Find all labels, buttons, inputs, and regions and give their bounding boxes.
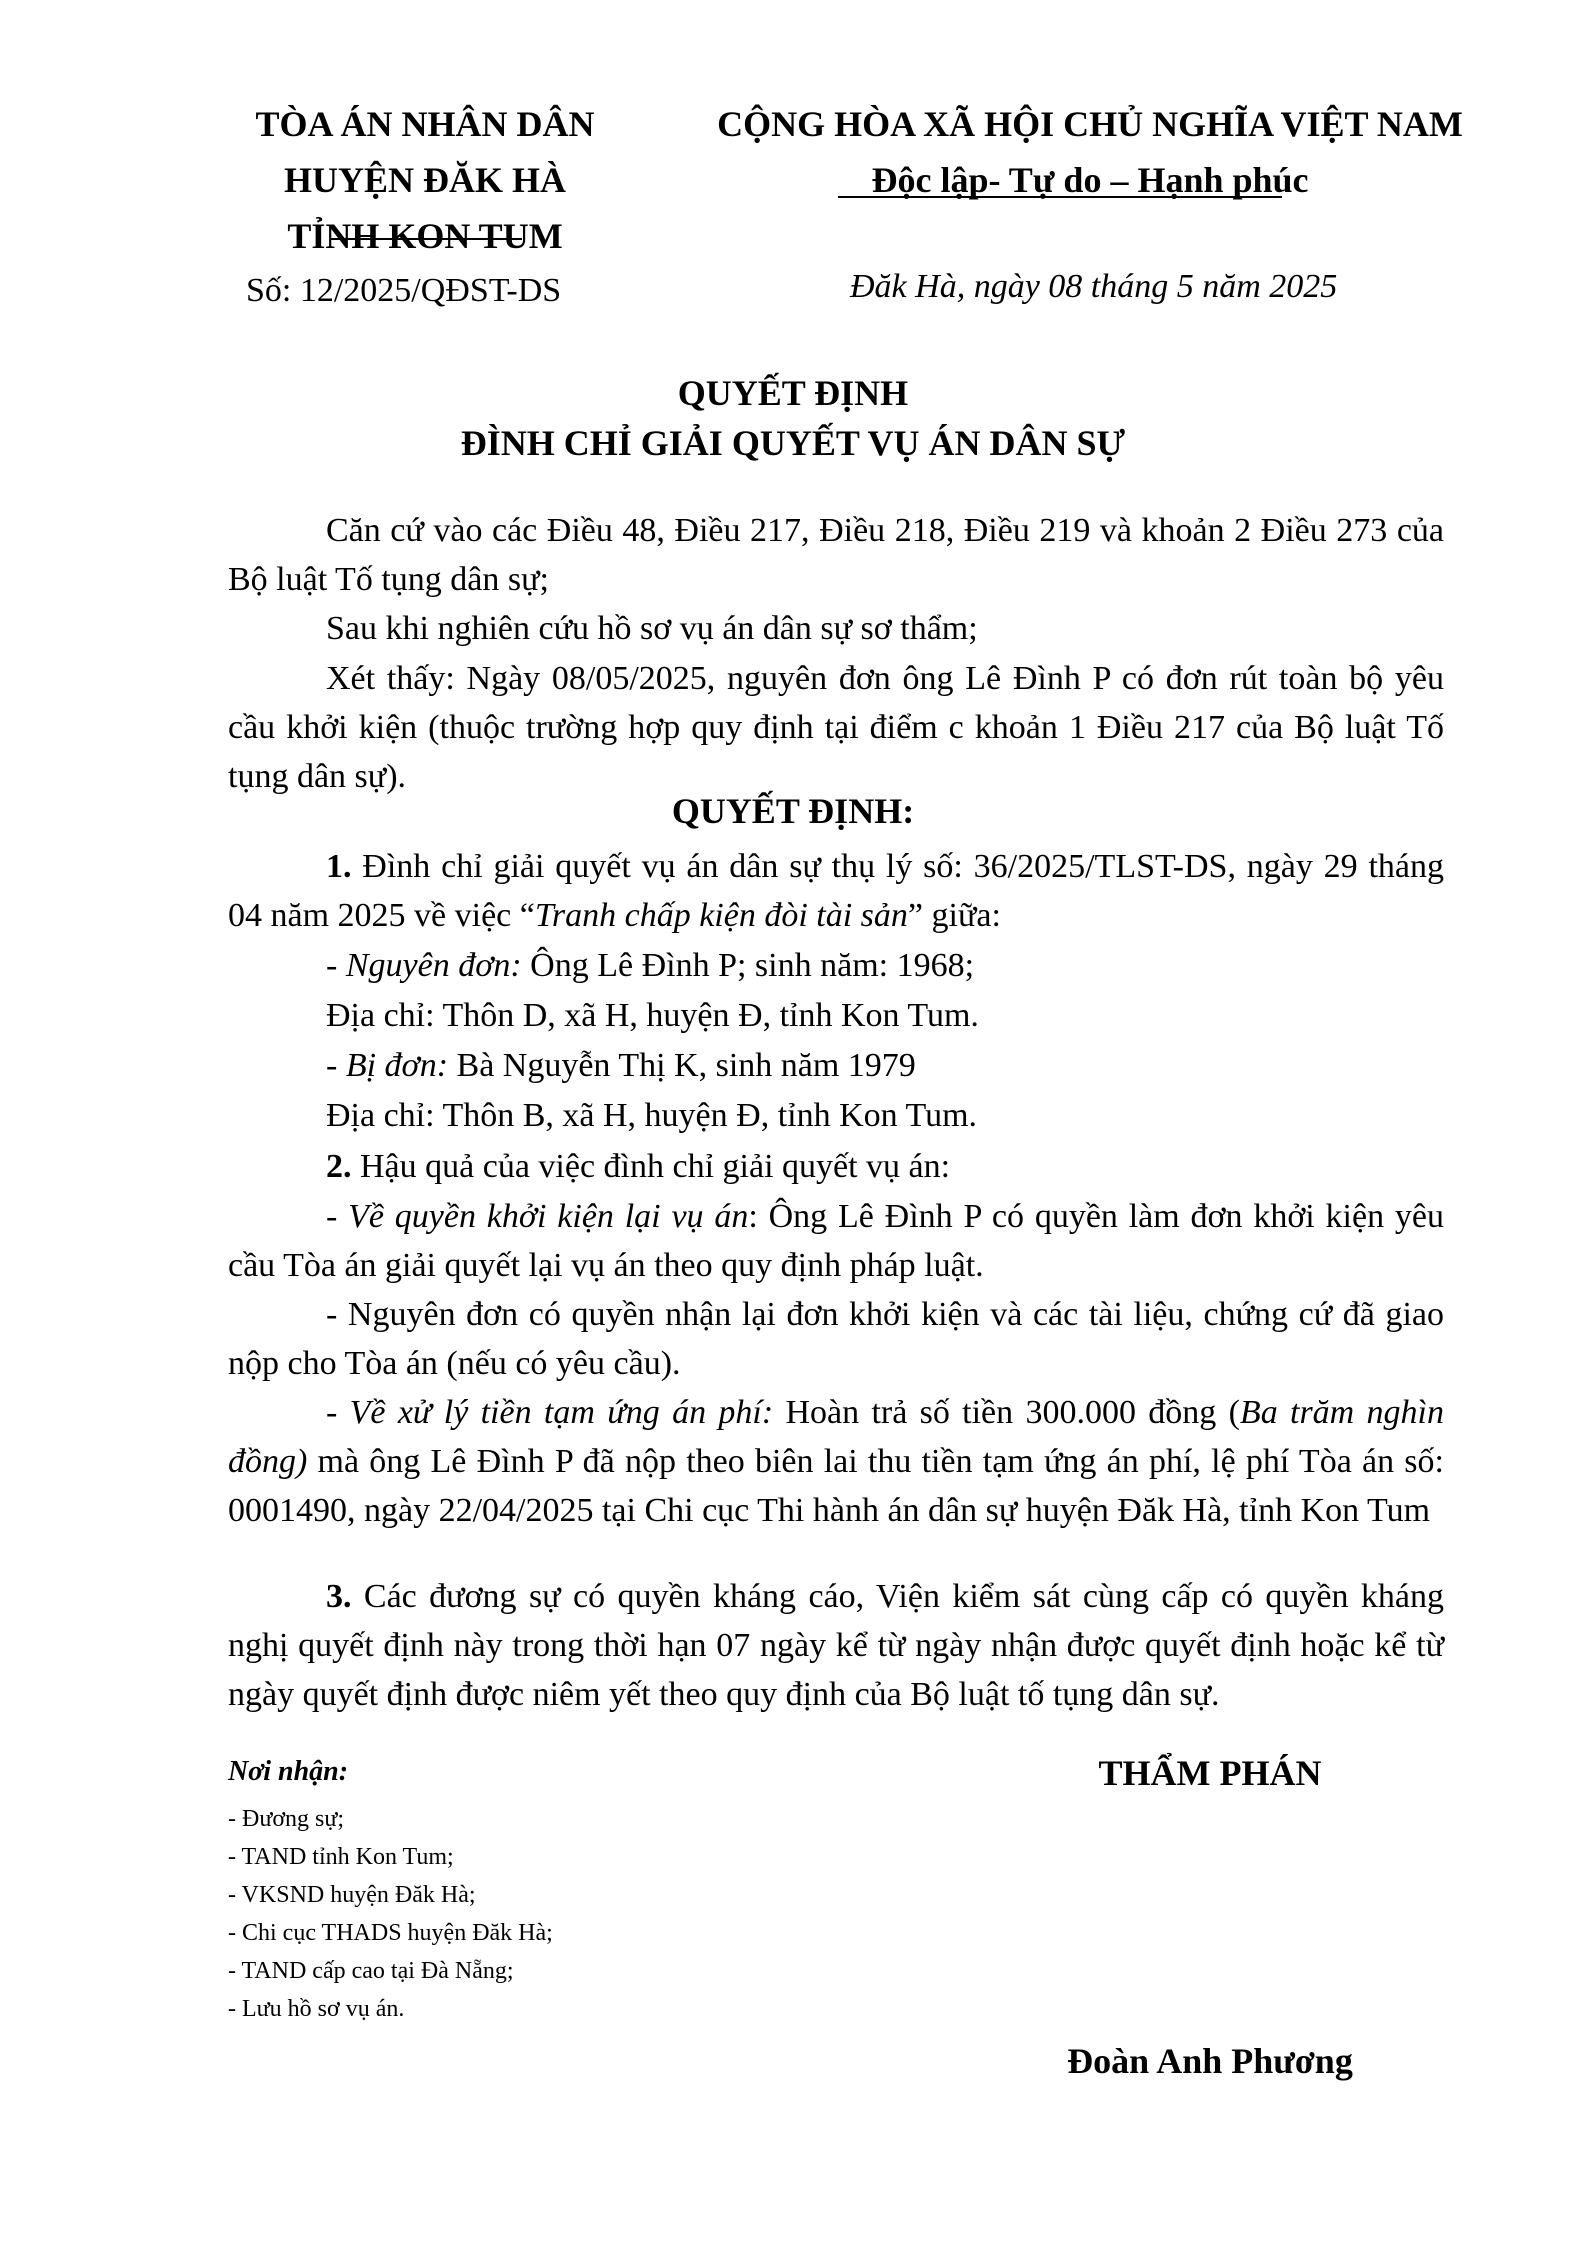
defendant-label: Bị đơn: [345, 1047, 449, 1084]
plaintiff-address: Địa chỉ: Thôn D, xã H, huyện Đ, tỉnh Kon Tum. [326, 997, 979, 1034]
nation-motto: Độc lập- Tự do – Hạnh phúc [871, 160, 1309, 200]
recipient-item: - TAND cấp cao tại Đà Nẵng; [228, 1958, 514, 1984]
item-2-number: 2. [326, 1148, 352, 1185]
preamble-review: Sau khi nghiên cứu hồ sơ vụ án dân sự sơ thẩm; [326, 610, 978, 647]
item-2-text: Hậu quả của việc đình chỉ giải quyết vụ án: [351, 1148, 951, 1185]
court-line-1: TÒA ÁN NHÂN DÂN [255, 104, 595, 144]
recipient-item: - Lưu hồ sơ vụ án. [228, 1996, 405, 2022]
decision-heading: QUYẾT ĐỊNH: [671, 791, 915, 831]
plaintiff-value: Ông Lê Đình P; sinh năm: 1968; [521, 947, 975, 984]
signer-name: Đoàn Anh Phương [1067, 2041, 1353, 2081]
nation-title: CỘNG HÒA XÃ HỘI CHỦ NGHĨA VIỆT NAM [717, 104, 1463, 144]
court-line-2: HUYỆN ĐĂK HÀ [283, 160, 566, 200]
refile-right-paragraph: - Về quyền khởi kiện lại vụ án: Ông Lê Đình P có quyền làm đơn khởi kiện yêu cầu Tòa án giải quyết lại vụ án theo quy định pháp luật. [228, 1198, 1444, 1284]
item-3-number: 3. [326, 1578, 352, 1615]
recipients-list [228, 1800, 553, 2028]
item-1-paragraph [228, 842, 1444, 940]
recipient-item: - Chi cục THADS huyện Đăk Hà; [228, 1920, 553, 1946]
signer-role: THẨM PHÁN [1098, 1753, 1322, 1793]
defendant-address: Địa chỉ: Thôn B, xã H, huyện Đ, tỉnh Kon Tum. [326, 1097, 978, 1134]
title-line-1: QUYẾT ĐỊNH [677, 373, 909, 413]
refile-right-text: : Ông Lê Đình P có quyền làm đơn khởi kiện yêu cầu Tòa án giải quyết lại vụ án theo quy định pháp luật. [228, 1198, 1444, 1284]
title-line-2: ĐÌNH CHỈ GIẢI QUYẾT VỤ ÁN DÂN SỰ [460, 423, 1126, 463]
item-1-text-a: Đình chỉ giải quyết vụ án dân sự thụ lý số: 36/2025/TLST-DS, ngày 29 tháng 04 năm 2025 về việc “ [228, 848, 1444, 934]
fee-label: Về xử lý tiền tạm ứng án phí: [349, 1394, 774, 1431]
recipient-item: - TAND tỉnh Kon Tum; [228, 1844, 454, 1870]
defendant-value: Bà Nguyễn Thị K, sinh năm 1979 [448, 1047, 916, 1084]
document-date: Đăk Hà, ngày 08 tháng 5 năm 2025 [850, 268, 1338, 305]
plaintiff-line: - Nguyên đơn: Ông Lê Đình P; sinh năm: 1968; [326, 947, 975, 984]
case-name: Tranh chấp kiện đòi tài sản [534, 897, 908, 934]
document-title [0, 368, 1586, 468]
item-2-paragraph [228, 1142, 1444, 1191]
fee-paragraph: - Về xử lý tiền tạm ứng án phí: Hoàn trả số tiền 300.000 đồng (Ba trăm nghìn đồng) mà ông Lê Đình P đã nộp theo biên lai thu tiền tạm ứng án phí, lệ phí Tòa án số: 0001490, ngày 22/04/2025 tại Chi cục Thi hành án dân sự huyện Đăk Hà, tỉnh Kon Tum [228, 1394, 1444, 1529]
item-1-text-b: ” giữa: [907, 897, 1001, 934]
documents-paragraph: - Nguyên đơn có quyền nhận lại đơn khởi kiện và các tài liệu, chứng cứ đã giao nộp cho Tòa án (nếu có yêu cầu). [228, 1296, 1444, 1382]
refile-right-label: Về quyền khởi kiện lại vụ án [348, 1198, 749, 1235]
court-line-3: TỈNH KON TUM [287, 216, 563, 256]
recipient-item: - Đương sự; [228, 1806, 345, 1832]
document-number: Số: 12/2025/QĐST-DS [246, 272, 562, 309]
preamble-legal-basis: Căn cứ vào các Điều 48, Điều 217, Điều 218, Điều 219 và khoản 2 Điều 273 của Bộ luật Tố tụng dân sự; [228, 512, 1444, 598]
recipients-title: Nơi nhận: [228, 1756, 349, 1787]
nation-block [640, 96, 1540, 208]
fee-text-b: mà ông Lê Đình P đã nộp theo biên lai thu tiền tạm ứng án phí, lệ phí Tòa án số: 0001490, ngày 22/04/2025 tại Chi cục Thi hành án dân sự huyện Đăk Hà, tỉnh Kon Tum [228, 1443, 1444, 1529]
motto-underline [838, 196, 1282, 198]
item-3-paragraph [228, 1572, 1444, 1719]
defendant-line: - Bị đơn: Bà Nguyễn Thị K, sinh năm 1979 [326, 1047, 916, 1084]
fee-in-words: Ba trăm nghìn đồng) [228, 1394, 1444, 1480]
court-underline [330, 238, 522, 240]
preamble-finding: Xét thấy: Ngày 08/05/2025, nguyên đơn ông Lê Đình P có đơn rút toàn bộ yêu cầu khởi kiện (thuộc trường hợp quy định tại điểm c khoản 1 Điều 217 của Bộ luật Tố tụng dân sự). [228, 660, 1444, 795]
recipient-item: - VKSND huyện Đăk Hà; [228, 1882, 476, 1908]
item-3-text: Các đương sự có quyền kháng cáo, Viện kiểm sát cùng cấp có quyền kháng nghị quyết định này trong thời hạn 07 ngày kể từ ngày nhận được quyết định hoặc kể từ ngày quyết định được niêm yết theo quy định của Bộ luật tố tụng dân sự. [228, 1578, 1444, 1713]
fee-text-a: Hoàn trả số tiền 300.000 đồng ( [773, 1394, 1240, 1431]
plaintiff-label: Nguyên đơn: [345, 947, 522, 984]
item-1-number: 1. [326, 848, 352, 885]
